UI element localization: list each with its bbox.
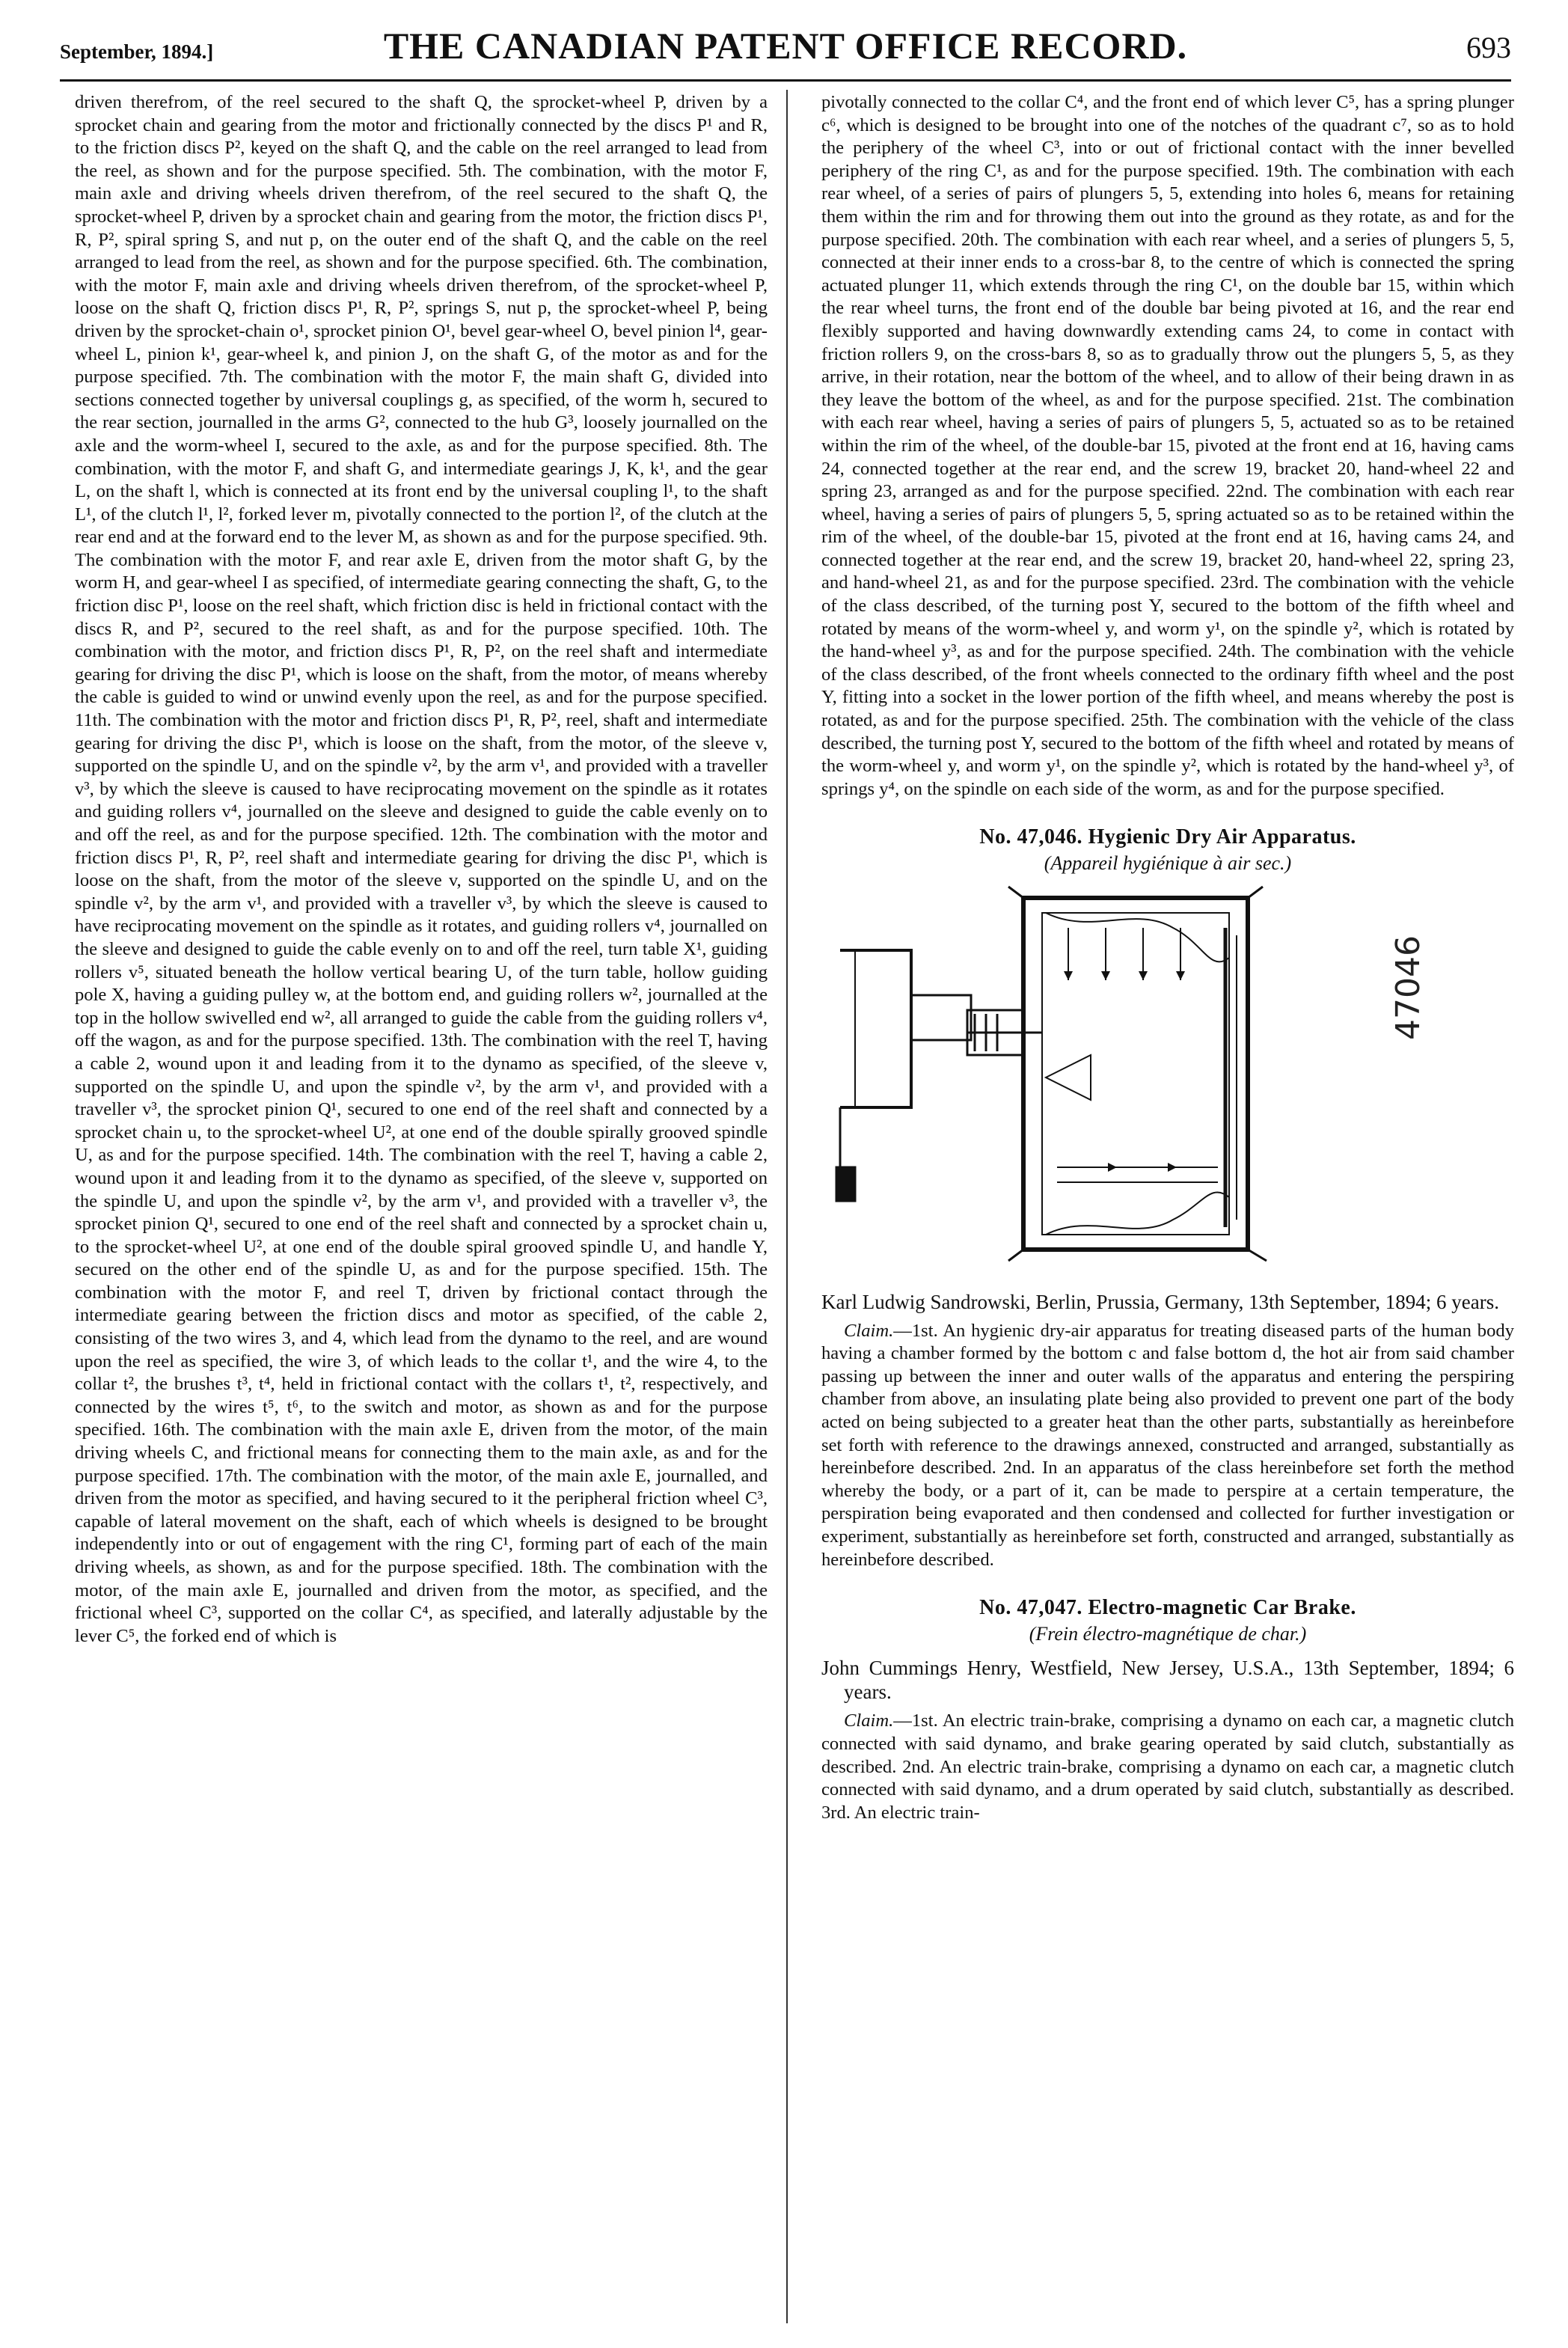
claim-paragraph bbox=[821, 1320, 1514, 1572]
header-title: THE CANADIAN PATENT OFFICE RECORD. bbox=[383, 25, 1188, 67]
header-date: September, 1894.] bbox=[60, 40, 214, 63]
claim-label: Claim. bbox=[844, 1320, 894, 1341]
patent-47047 bbox=[821, 1597, 1514, 1824]
header-rule bbox=[60, 79, 1511, 82]
patent-47046 bbox=[821, 826, 1514, 1571]
right-column-continuation: pivotally connected to the collar C⁴, and the front end of which lever C⁵, has a spring plunger c⁶, which is designed to be brought into one of the notches of the quadrant c⁷, so as to hold the periphery of the wheel C³, into or out of frictional contact with the inner bevelled periphery of the ring C¹, as and for the purpose specified. 19th. The combination with each rear wheel, of a series of pairs of plungers 5, 5, extending into holes 6, means for retaining them within the rim and for throwing them out into the ground as they rotate, as and for the purpose specified. 20th. The combination with each rear wheel, and a series of plungers 5, 5, connected at their inner ends to a cross-bar 8, to the centre of which is connected the spring actuated plunger 11, which extends through the ring C¹, on the double bar 15, within which the rear wheel turns, the front end of the double bar being pivoted at 16, and the rear end flexibly supported and having downwardly extending cams 24, to come in contact with friction rollers 9, on the cross-bars 8, so as to gradually throw out the plungers 5, 5, as they arrive, in their rotation, near the bottom of the wheel, and to allow of their being drawn in as they leave the bottom of the wheel, as and for the purpose specified. 21st. The combination with each rear wheel, having a series of pairs of plungers 5, 5, actuated so as to be retained within the rim of the wheel, of the double-bar 15, pivoted at the front end at 16, having cams 24, connected together at the rear end, and the screw 19, bracket 20, hand-wheel 22 and spring 23, arranged as and for the purpose specified. 22nd. The combination with each rear wheel, having a series of pairs of plungers 5, 5, spring actuated so as to be retained within the rim of the wheel, of the double-bar 15, pivoted at the front end at 16, having cams 24, and connected together at the rear end, and the screw 19, bracket 20, hand-wheel 22, spring 23, and hand-wheel 21, as and for the purpose specified. 23rd. The combination with the vehicle of the class described, of the turning post Y, secured to the bottom of the fifth wheel and rotated by means of the worm-wheel y, and worm y¹, on the spindle y², which is rotated by the hand-wheel y³, as and for the purpose specified. 24th. The combination with the vehicle of the class described, of the front wheels connected to the ordinary fifth wheel and the post Y, fitting into a socket in the lower portion of the fifth wheel, and means whereby the post is rotated, as and for the purpose specified. 25th. The combination with the vehicle of the class described, the turning post Y, secured to the bottom of the fifth wheel and rotated by means of the worm-wheel y, and worm y¹, on the spindle y², which is rotated by the hand-wheel y³, of springs y⁴, on the spindle on each side of the worm, as and for the purpose specified. bbox=[821, 92, 1514, 799]
column-divider bbox=[786, 90, 788, 2323]
patent-heading: No. 47,046. Hygienic Dry Air Apparatus. bbox=[979, 825, 1356, 849]
claim-paragraph bbox=[821, 1710, 1514, 1824]
page-number: 693 bbox=[1466, 31, 1511, 64]
patent-subtitle: (Appareil hygiénique à air sec.) bbox=[1044, 852, 1292, 874]
patent-subtitle: (Frein électro-magnétique de char.) bbox=[1029, 1622, 1307, 1645]
claim-text: —1st. An electric train-brake, comprising a dynamo on each car, a magnetic clutch connected with said dynamo, and brake gearing operated by said clutch, substantially as described. 2nd. An electric train-brake, comprising a dynamo on each car, a magnetic clutch connected with said dynamo, and a drum operated by said clutch, substantially as described. 3rd. An electric train- bbox=[821, 1710, 1514, 1823]
inventor-line: Karl Ludwig Sandrowski, Berlin, Prussia, Germany, 13th September, 1894; 6 years. bbox=[821, 1290, 1500, 1313]
claim-text: —1st. An hygienic dry-air apparatus for treating diseased parts of the human body having a chamber formed by the bottom c and false bottom d, the hot air from said chamber passing up between the inner and outer walls of the apparatus and entering the perspiring chamber from above, an insulating plate being also provided to prevent one part of the body acted on being subjected to a greater heat than the other parts, substantially as hereinbefore set forth with reference to the drawings annexed, constructed and arranged, substantially as hereinbefore described. 2nd. In an apparatus of the class hereinbefore set forth the method whereby the body, or a part of it, can be made to perspire at a certain temperature, the perspiration being evaporated and then condensed and collected for further investigation or experiment, substantially as hereinbefore set forth, constructed and arranged, substantially as hereinbefore described. bbox=[821, 1320, 1514, 1570]
left-column bbox=[75, 91, 768, 2329]
patent-drawing bbox=[821, 883, 1517, 1280]
figure-number: 47046 bbox=[1389, 935, 1427, 1040]
right-column bbox=[821, 91, 1514, 1824]
claim-label: Claim. bbox=[844, 1710, 894, 1731]
patent-heading: No. 47,047. Electro-magnetic Car Brake. bbox=[979, 1596, 1356, 1620]
left-column-text: driven therefrom, of the reel secured to the shaft Q, the sprocket-wheel P, driven by a sprocket chain and gearing from the motor and frictionally connected by the discs P¹ and R, to the friction discs P², keyed on the shaft Q, and the cable on the reel arranged to lead from the reel, as shown and for the purpose specified. 5th. The combination, with the motor F, main axle and driving wheels driven therefrom, of the reel secured to the shaft Q, the sprocket-wheel P, driven by a sprocket chain and gearing from the motor, the friction discs P¹, R, P², spiral spring S, and nut p, on the outer end of the shaft Q, and the cable on the reel arranged to lead from the reel, as shown and for the purpose specified. 6th. The combination, with the motor F, main axle and driving wheels driven therefrom, of the sprocket-wheel P, loose on the shaft Q, friction discs P¹, R, P², springs S, nut p, the sprocket-wheel P, being driven by the sprocket-chain o¹, sprocket pinion O¹, bevel gear-wheel O, bevel pinion l⁴, gear-wheel L, pinion k¹, gear-wheel k, and pinion J, on the shaft G, of the motor as and for the purpose specified. 7th. The combination with the motor F, the main shaft G, divided into sections connected together by universal couplings g, as specified, of the worm h, secured to the rear section, journalled in the arms G², connected to the hub G³, loosely journalled on the axle and the worm-wheel I, secured to the axle, as and for the purpose specified. 8th. The combination, with the motor F, and shaft G, and intermediate gearings J, K, k¹, and the gear L, on the shaft l, which is connected at its front end by the universal coupling l¹, to the shaft L¹, of the clutch l¹, l², forked lever m, pivotally connected to the portion l², of the clutch at the rear end and at the forward end to the lever M, as shown as and for the purpose specified. 9th. The combination with the motor F, and rear axle E, driven from the motor shaft G, by the worm H, and gear-wheel I as specified, of intermediate gearing connecting the shaft, G, to the friction disc P¹, loose on the reel shaft, which friction disc is held in frictional contact with the discs R, and P², secured to the reel shaft, as and for the purpose specified. 10th. The combination with the motor, and friction discs P¹, R, P², on the reel shaft and intermediate gearing for driving the disc P¹, which is loose on the shaft, from the motor, of means whereby the cable is guided to wind or unwind evenly upon the reel, as and for the purpose specified. 11th. The combination with the motor and friction discs P¹, R, P², reel, shaft and intermediate gearing for driving the disc P¹, which is loose on the shaft, from the motor, of the sleeve v, supported on the spindle U, and on the spindle v², by the arm v¹, and provided with a traveller v³, by which the sleeve is caused to have reciprocating movement on the spindle as it rotates and guiding rollers v⁴, journalled on the sleeve and designed to guide the cable evenly on to and off the reel, as and for the purpose specified. 12th. The combination with the motor and friction discs P¹, R, P², reel shaft and intermediate gearing for driving the disc P¹, which is loose on the shaft, from the motor of the sleeve v, supported on the spindle U, and on the spindle v², by the arm v¹, and provided with a traveller v³, by which the sleeve is caused to have reciprocating movement on the spindle as it rotates, and guiding rollers v⁴, journalled on the sleeve and designed to guide the cable evenly on to and off the reel, turn table X¹, guiding rollers v⁵, situated beneath the hollow vertical bearing U, of the turn table, hollow guiding pole X, having a guiding pulley w, at the bottom end, and guiding rollers w², journalled at the top in the hollow swivelled end w², all arranged to guide the cable from the guiding rollers v⁴, off the wagon, as and for the purpose specified. 13th. The combination with the reel T, having a cable 2, wound upon it and leading from it to the dynamo as specified, of the sleeve v, supported on the spindle U, and upon the spindle v², by the arm v¹, and provided with a traveller v³, the sprocket pinion Q¹, secured to one end of the reel shaft and connected by a sprocket chain u, to the sprocket-wheel U², at one end of the double spirally grooved spindle U, as and for the purpose specified. 14th. The combination with the reel T, having a cable 2, wound upon it and leading from it to the dynamo as specified, of the sleeve v, supported on the spindle U, and upon the spindle v², by the arm v¹, and provided with a traveller v³, the sprocket pinion Q¹, secured to one end of the reel shaft and connected by a sprocket chain u, to the sprocket-wheel U², at one end of the double spiral grooved spindle U, and handle Y, secured on the other end of the spindle U, as and for the purpose specified. 15th. The combination with the motor F, and reel T, driven by frictional contact through the intermediate gearing between the friction discs and motor as specified, of the cable 2, consisting of the two wires 3, and 4, which lead from the dynamo to the reel, and are wound upon the reel as specified, the wire 3, of which leads to the collar t¹, and the wire 4, to the collar t², the brushes t³, t⁴, held in frictional contact with the collars t¹, t², respectively, and connected by the wires t⁵, t⁶, to the switch and motor, as shown as and for the purpose specified. 16th. The combination with the main axle E, driven from the motor, of the main driving wheels C, and frictional means for connecting them to the main axle, as and for the purpose specified. 17th. The combination with the motor, of the main axle E, journalled, and driven from the motor as specified, and having secured to it the peripheral friction wheel C³, capable of lateral movement on the shaft, each of which wheels is designed to be brought independently into or out of engagement with the ring C¹, forming part of each of the main driving wheels, as shown, as and for the purpose specified. 18th. The combination with the motor, of the main axle E, journalled and driven from the motor, as specified, and the frictional wheel C³, supported on the collar C⁴, as specified, and laterally adjustable by the lever C⁵, the forked end of which is bbox=[75, 92, 768, 1646]
page-header bbox=[60, 16, 1511, 69]
inventor-line: John Cummings Henry, Westfield, New Jersey, U.S.A., 13th September, 1894; 6 years. bbox=[821, 1657, 1514, 1704]
